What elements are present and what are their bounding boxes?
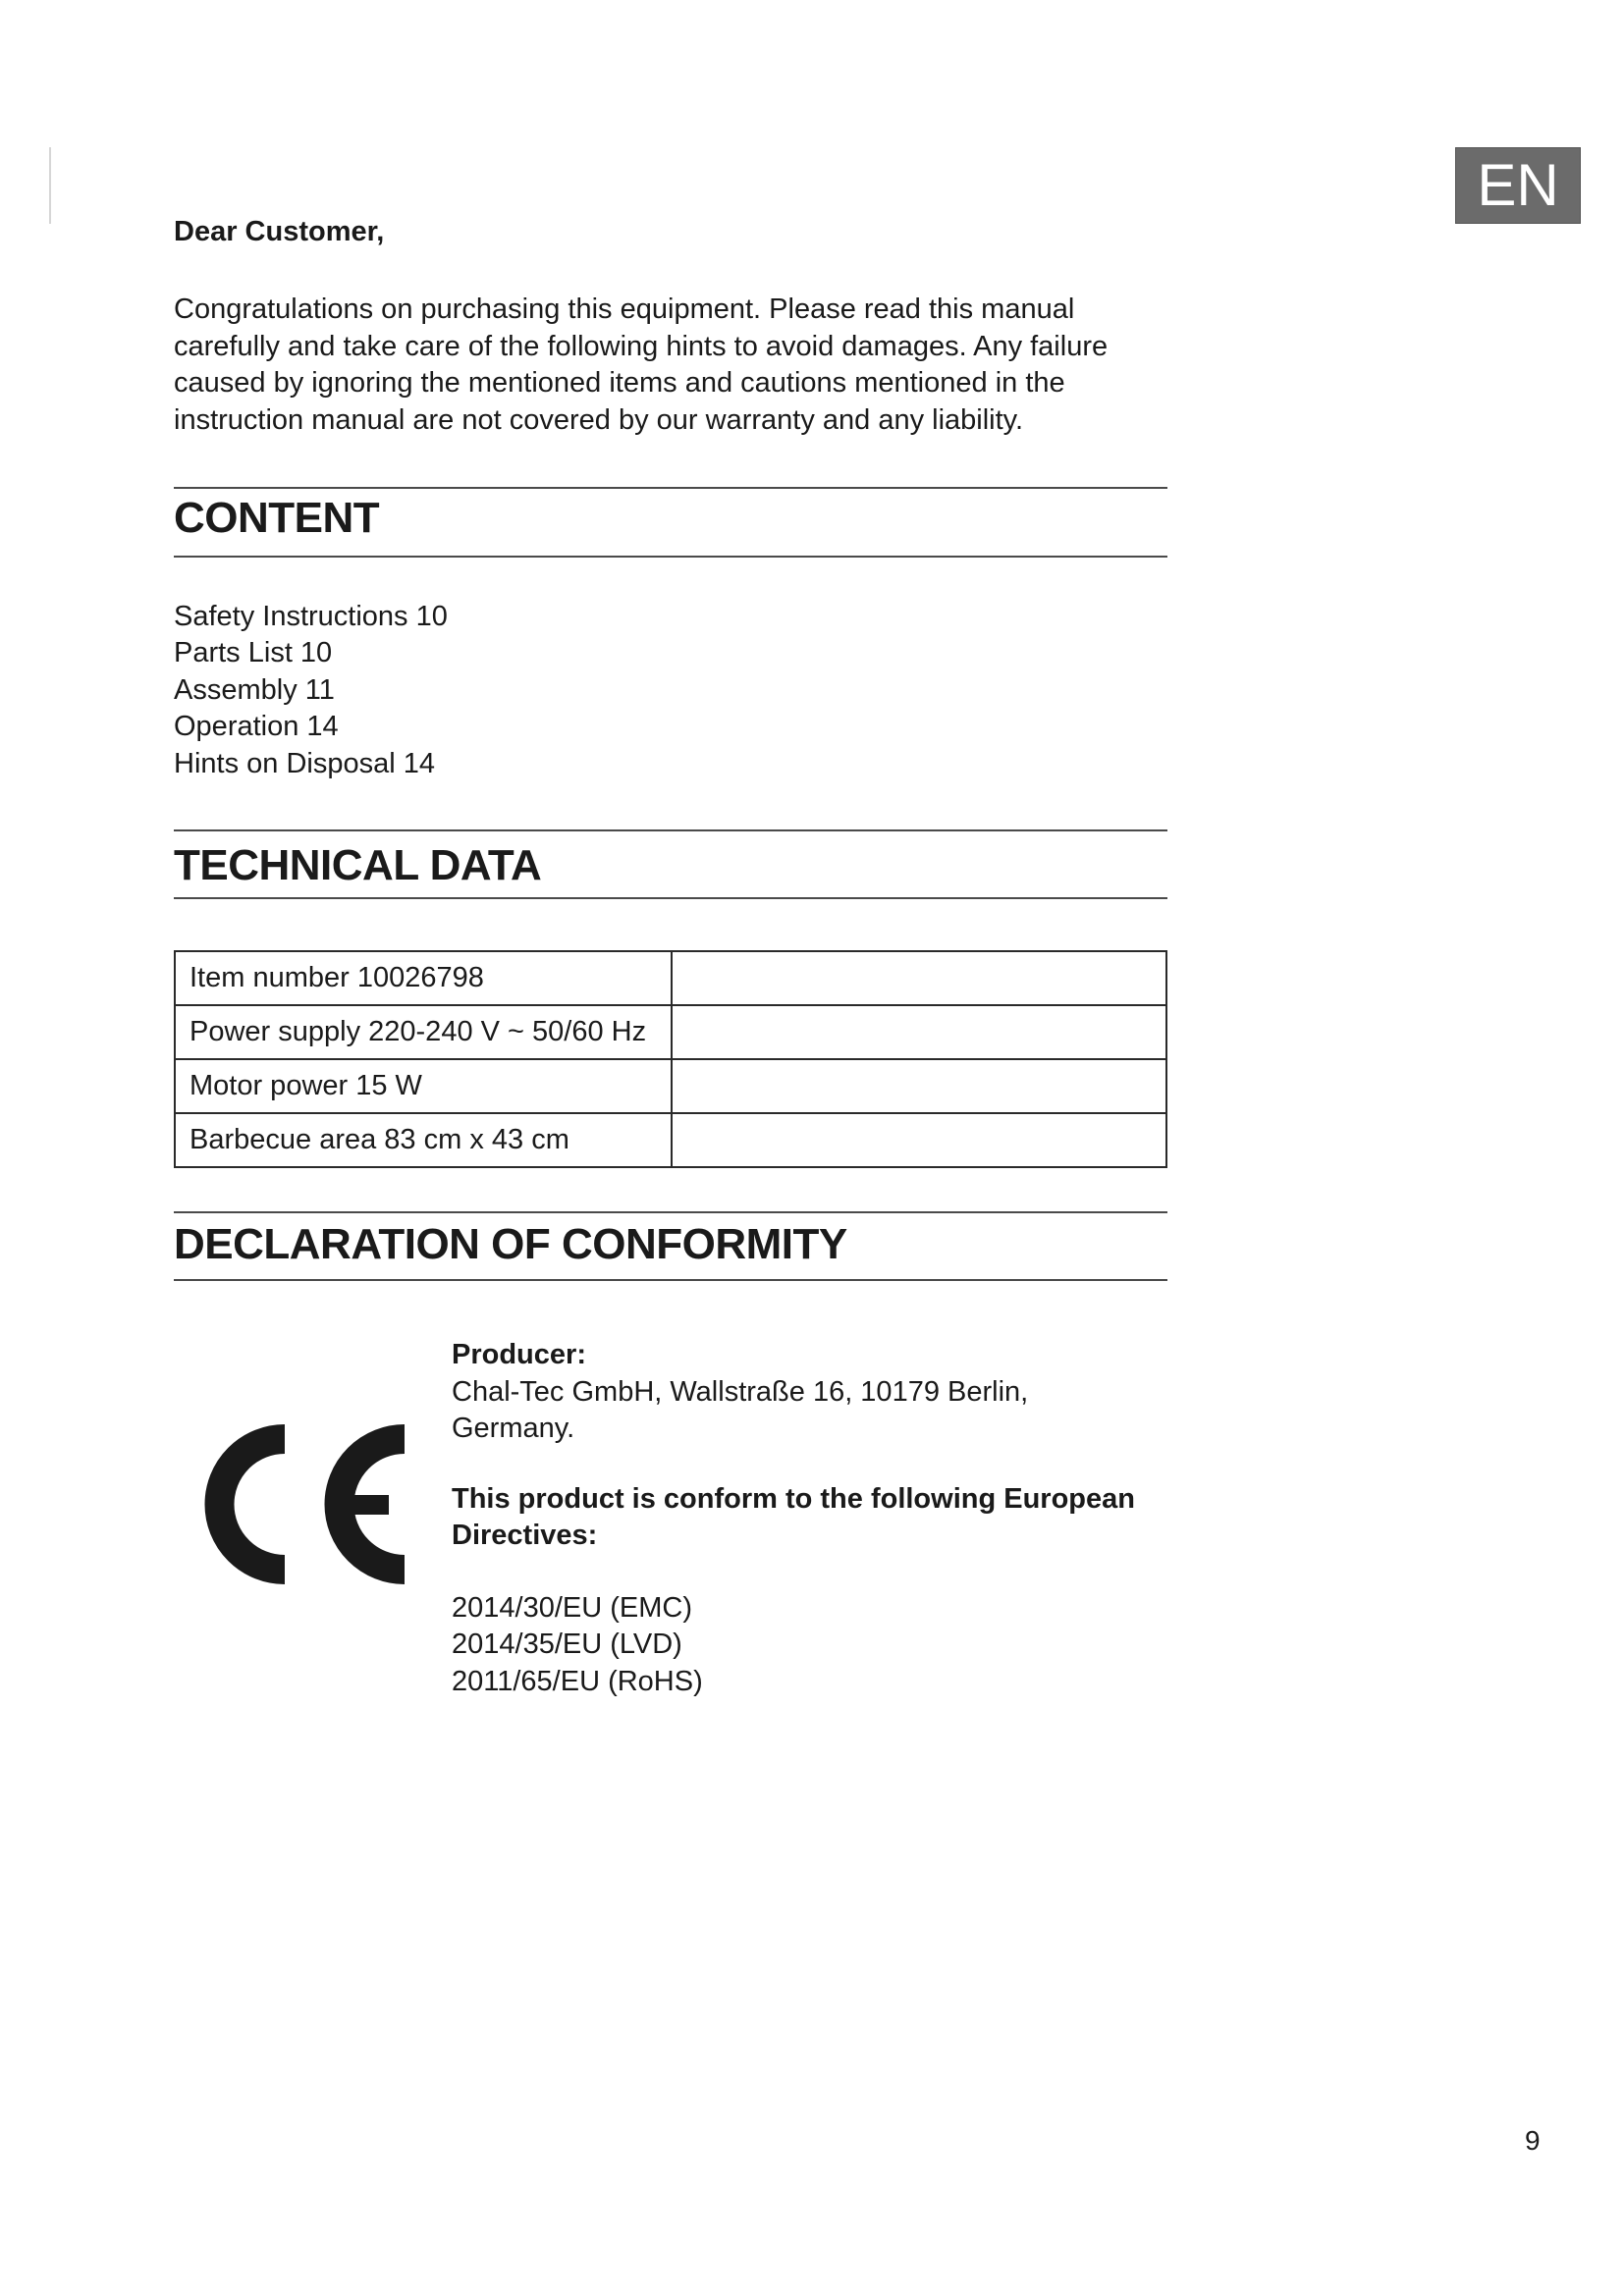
producer-address-line: Chal-Tec GmbH, Wallstraße 16, 10179 Berlin, <box>452 1375 1029 1408</box>
section-rule <box>174 897 1167 899</box>
table-cell: Motor power 15 W <box>175 1059 672 1113</box>
conformity-statement: Directives: <box>452 1520 598 1551</box>
intro-line: caused by ignoring the mentioned items and cautions mentioned in the <box>174 367 1065 399</box>
declaration-heading: DECLARATION OF CONFORMITY <box>174 1220 847 1268</box>
intro-line: Congratulations on purchasing this equipment. Please read this manual <box>174 294 1075 325</box>
toc-item[interactable]: Operation 14 <box>174 711 339 743</box>
section-rule <box>174 1279 1167 1281</box>
table-of-contents <box>174 599 448 782</box>
toc-item[interactable]: Safety Instructions 10 <box>174 601 448 632</box>
producer-block <box>452 1337 1159 1700</box>
ce-mark-icon <box>194 1423 412 1585</box>
table-cell <box>672 951 1166 1005</box>
table-cell <box>672 1113 1166 1167</box>
table-cell: Item number 10026798 <box>175 951 672 1005</box>
margin-mark <box>49 147 51 224</box>
conformity-statement: This product is conform to the following European <box>452 1482 1135 1515</box>
technical-data-heading: TECHNICAL DATA <box>174 841 542 889</box>
directive-item: 2014/30/EU (EMC) <box>452 1591 692 1624</box>
intro-paragraph <box>174 292 1185 439</box>
page-number: 9 <box>1525 2125 1541 2156</box>
producer-address-line: Germany. <box>452 1413 575 1444</box>
table-cell <box>672 1059 1166 1113</box>
intro-line: instruction manual are not covered by our warranty and any liability. <box>174 403 1024 436</box>
toc-item[interactable]: Hints on Disposal 14 <box>174 747 435 779</box>
directive-item: 2014/35/EU (LVD) <box>452 1629 682 1660</box>
table-row <box>175 951 1166 1005</box>
technical-data-table <box>174 950 1167 1168</box>
table-row <box>175 1005 1166 1059</box>
section-rule <box>174 556 1167 558</box>
section-rule <box>174 1211 1167 1213</box>
section-rule <box>174 487 1167 489</box>
content-heading: CONTENT <box>174 494 380 542</box>
table-cell: Barbecue area 83 cm x 43 cm <box>175 1113 672 1167</box>
producer-label: Producer: <box>452 1339 586 1370</box>
section-rule <box>174 829 1167 831</box>
language-badge: EN <box>1455 147 1581 224</box>
table-row <box>175 1059 1166 1113</box>
directive-item: 2011/65/EU (RoHS) <box>452 1665 703 1697</box>
toc-item[interactable]: Assembly 11 <box>174 673 335 706</box>
table-cell <box>672 1005 1166 1059</box>
table-row <box>175 1113 1166 1167</box>
toc-item[interactable]: Parts List 10 <box>174 637 333 669</box>
intro-line: carefully and take care of the following hints to avoid damages. Any failure <box>174 330 1109 362</box>
table-cell: Power supply 220-240 V ~ 50/60 Hz <box>175 1005 672 1059</box>
greeting: Dear Customer, <box>174 216 385 247</box>
